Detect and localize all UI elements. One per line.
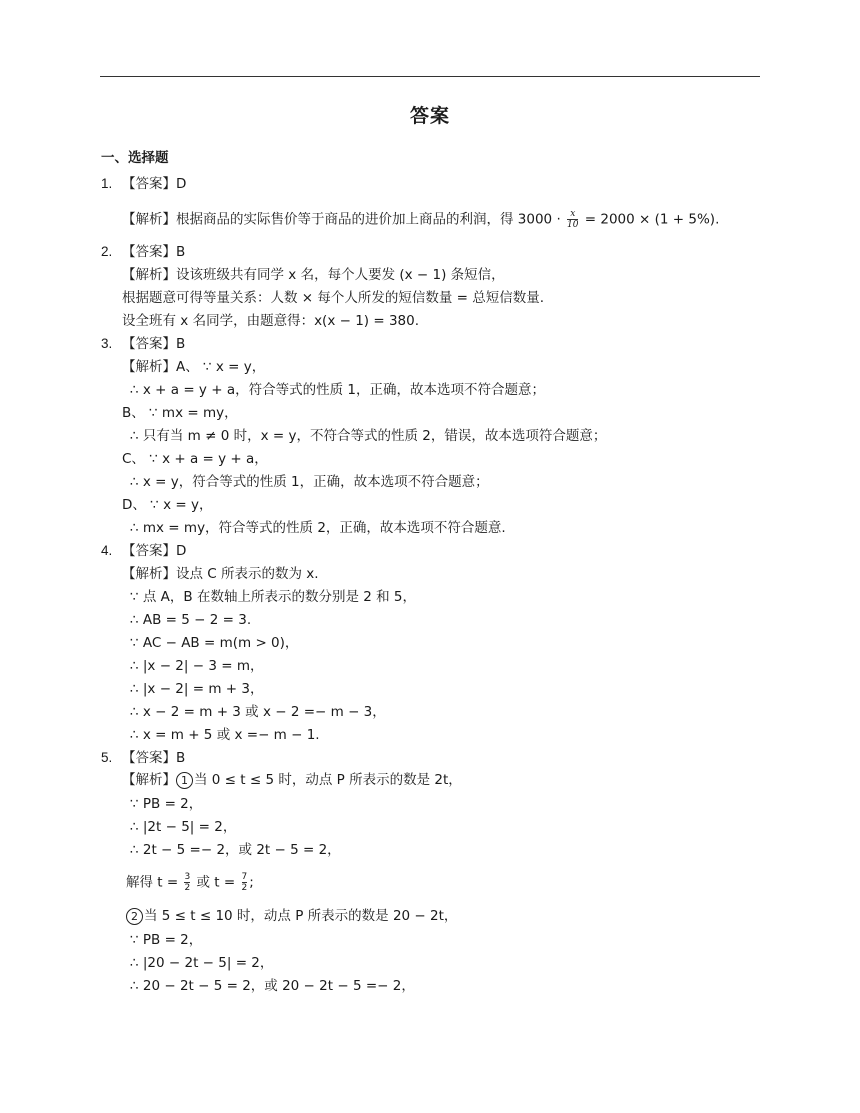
analysis-line (122, 209, 719, 230)
analysis-text: = 2000 × (1 + 5%). (584, 211, 720, 228)
question-number: 5. (101, 750, 113, 765)
analysis-text: 【解析】 (122, 772, 176, 788)
analysis-line: ∵ PB = 2， (130, 796, 203, 812)
answer-label: 【答案】D (122, 543, 187, 559)
analysis-text: 【解析】根据商品的实际售价等于商品的进价加上商品的利润，得 3000 · (122, 211, 561, 228)
analysis-line: ∴ x + a = y + a，符合等式的性质 1，正确，故本选项不符合题意； (130, 382, 545, 398)
analysis-line: ∴ |x − 2| = m + 3， (130, 681, 264, 697)
fraction (184, 872, 190, 893)
analysis-line: D、 ∵ x = y， (122, 497, 213, 513)
fraction-denominator: 2 (184, 883, 191, 893)
analysis-line: ∴ |x − 2| − 3 = m， (130, 658, 264, 674)
analysis-line: ∵ PB = 2， (130, 932, 203, 948)
fraction-denominator: 10 (567, 220, 579, 230)
analysis-line: ∵ AC − AB = m(m > 0)， (130, 635, 299, 651)
analysis-line: C、 ∵ x + a = y + a， (122, 451, 268, 467)
section-heading: 一、选择题 (101, 150, 169, 166)
answer-label: 【答案】B (122, 336, 186, 352)
answer-label: 【答案】B (122, 750, 186, 766)
analysis-line: 设全班有 x 名同学，由题意得：x(x − 1) = 380. (122, 313, 420, 329)
analysis-line: 【解析】A、 ∵ x = y， (122, 359, 266, 375)
analysis-text: 当 0 ≤ t ≤ 5 时，动点 P 所表示的数是 2t， (194, 772, 462, 788)
analysis-line: ∴ |2t − 5| = 2， (130, 819, 237, 835)
question-number: 4. (101, 543, 113, 558)
fraction-numerator: x (570, 209, 576, 219)
analysis-text: 解得 t = (126, 874, 179, 891)
analysis-line: ∴ 2t − 5 =− 2，或 2t − 5 = 2， (130, 842, 341, 858)
analysis-line: ∴ 只有当 m ≠ 0 时，x = y，不符合等式的性质 2，错误，故本选项符合题意； (130, 428, 607, 444)
analysis-line: ∴ 20 − 2t − 5 = 2，或 20 − 2t − 5 =− 2， (130, 978, 415, 994)
analysis-line: ∴ AB = 5 − 2 = 3. (130, 612, 252, 628)
analysis-line: ∴ |20 − 2t − 5| = 2， (130, 955, 274, 971)
analysis-text: 或 t = (196, 874, 236, 891)
analysis-line: 【解析】设点 C 所表示的数为 x. (122, 566, 319, 582)
analysis-line: ∵ 点 A，B 在数轴上所表示的数分别是 2 和 5， (130, 589, 417, 605)
fraction-numerator: 7 (241, 872, 248, 882)
fraction-denominator: 2 (241, 883, 248, 893)
answer-label: 【答案】B (122, 244, 186, 260)
analysis-text: 当 5 ≤ t ≤ 10 时，动点 P 所表示的数是 20 − 2t， (144, 908, 458, 924)
analysis-line: ∴ x = m + 5 或 x =− m − 1. (130, 727, 320, 743)
fraction (567, 209, 578, 230)
analysis-line: 【解析】设该班级共有同学 x 名，每个人要发 (x − 1) 条短信， (122, 267, 505, 283)
question-number: 1. (101, 176, 113, 191)
analysis-line: ∴ x = y，符合等式的性质 1，正确，故本选项不符合题意； (130, 474, 489, 490)
answer-label: 【答案】D (122, 176, 187, 192)
fraction (242, 872, 248, 893)
analysis-line: B、 ∵ mx = my， (122, 405, 238, 421)
circled-number: 1 (176, 772, 193, 789)
circled-number: 2 (126, 908, 143, 925)
analysis-line (126, 872, 254, 893)
fraction-numerator: 3 (184, 872, 191, 882)
analysis-text: ; (249, 874, 254, 891)
analysis-line: ∴ mx = my，符合等式的性质 2，正确，故本选项不符合题意. (130, 520, 506, 536)
analysis-line: 根据题意可得等量关系：人数 × 每个人所发的短信数量 = 总短信数量. (122, 290, 545, 306)
analysis-line (126, 907, 457, 925)
analysis-line: ∴ x − 2 = m + 3 或 x − 2 =− m − 3， (130, 704, 386, 720)
page-title: 答案 (409, 105, 450, 127)
header-rule (100, 76, 760, 77)
analysis-line (122, 771, 462, 789)
question-number: 3. (101, 336, 113, 351)
question-number: 2. (101, 244, 113, 259)
